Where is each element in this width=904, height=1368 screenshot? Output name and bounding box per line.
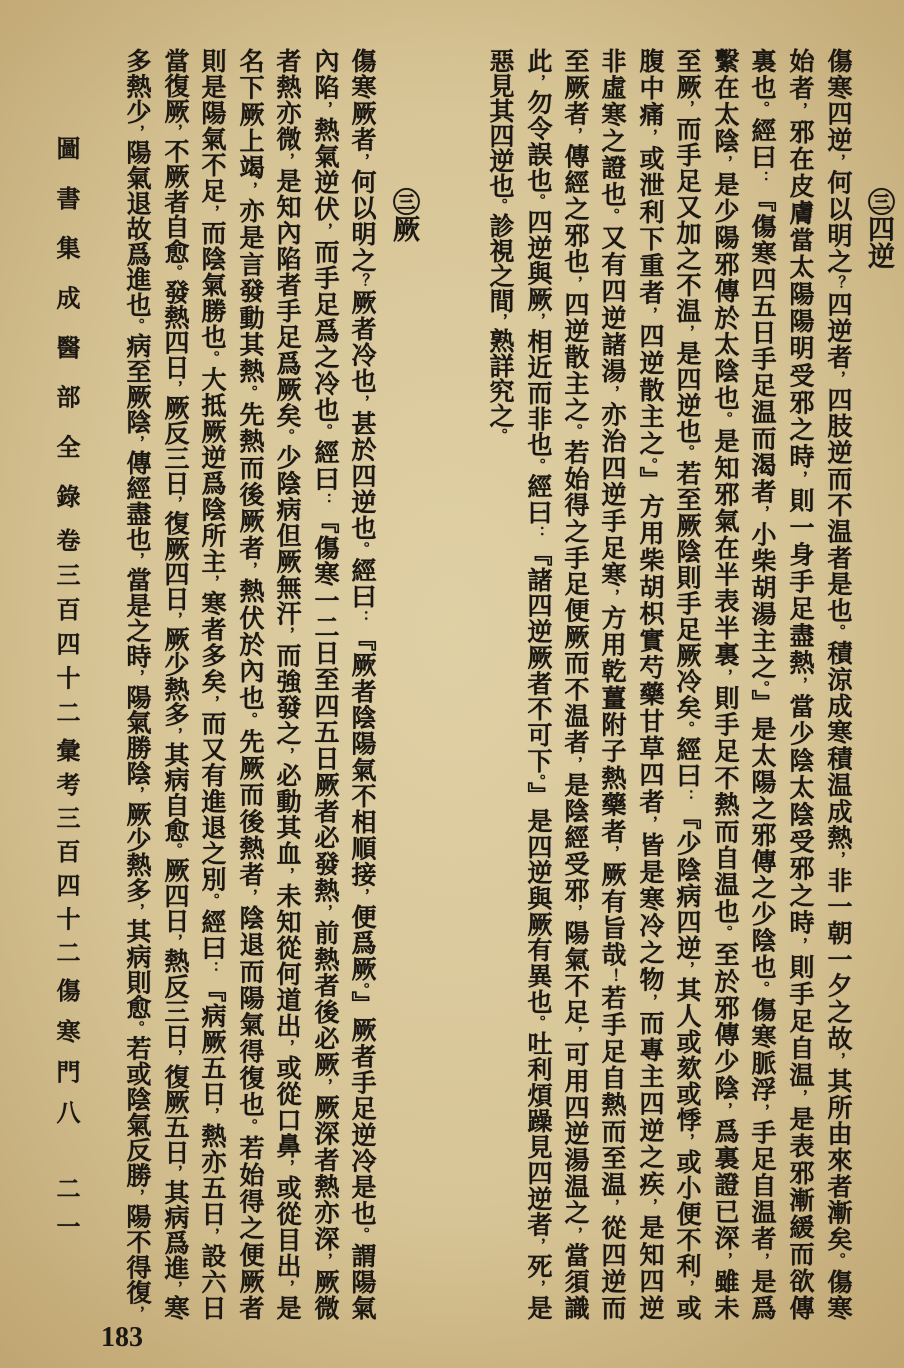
punctuation: ， bbox=[203, 574, 221, 591]
huikao-label: 彙考三百四十二 bbox=[52, 738, 81, 964]
punctuation: ， bbox=[203, 1227, 221, 1244]
punctuation: ， bbox=[529, 312, 547, 329]
punctuation: 。 bbox=[241, 1118, 259, 1136]
punctuation: 。 bbox=[241, 384, 259, 402]
punctuation: 。 bbox=[641, 457, 659, 467]
punctuation: 。 bbox=[128, 317, 146, 333]
punctuation: 。 bbox=[278, 428, 296, 445]
section-heading: ㊂四逆 bbox=[863, 188, 894, 269]
punctuation: 。 bbox=[353, 541, 371, 558]
punctuation: 。 bbox=[678, 444, 696, 461]
punctuation: ： bbox=[353, 609, 371, 627]
punctuation: ， bbox=[678, 1279, 696, 1296]
punctuation: ， bbox=[566, 755, 584, 772]
punctuation: ， bbox=[166, 379, 184, 395]
text-column: 名下厥上竭，亦是言發動其熱。先熱而後厥者，熱伏於內也。先厥而後熱者，陰退而陽氣得復也。若始得之便厥者 bbox=[236, 48, 265, 1320]
punctuation: ， bbox=[128, 903, 146, 919]
punctuation: ， bbox=[203, 204, 221, 221]
punctuation: ， bbox=[641, 1197, 659, 1215]
punctuation: ， bbox=[641, 306, 659, 324]
punctuation: ， bbox=[753, 504, 771, 522]
punctuation: ， bbox=[128, 434, 146, 451]
punctuation: ， bbox=[753, 1252, 771, 1269]
punctuation: ， bbox=[128, 668, 146, 685]
punctuation: ， bbox=[278, 152, 296, 169]
punctuation: ， bbox=[166, 611, 184, 627]
punctuation: ， bbox=[128, 124, 146, 140]
punctuation: ， bbox=[491, 313, 509, 328]
punctuation: ， bbox=[278, 1038, 296, 1055]
punctuation: 。 bbox=[491, 428, 509, 443]
punctuation: 。 bbox=[166, 842, 184, 858]
punctuation: 。 bbox=[529, 193, 547, 210]
punctuation: ， bbox=[716, 154, 734, 172]
punctuation: ， bbox=[829, 153, 847, 170]
punctuation: ， bbox=[166, 1280, 184, 1296]
punctuation: ， bbox=[203, 1106, 221, 1124]
section-heading: ㊂厥 bbox=[388, 188, 419, 242]
punctuation: ： bbox=[529, 525, 547, 542]
punctuation: ， bbox=[128, 1305, 146, 1320]
punctuation: ： bbox=[678, 788, 696, 805]
punctuation: 。 bbox=[166, 264, 184, 280]
punctuation: ， bbox=[166, 933, 184, 949]
punctuation: ， bbox=[829, 850, 847, 868]
running-title: 圖書集成醫部全錄 bbox=[52, 136, 81, 508]
punctuation: ， bbox=[791, 102, 809, 120]
punctuation: 。 bbox=[128, 1020, 146, 1036]
punctuation: 。 bbox=[716, 924, 734, 942]
punctuation: 。 bbox=[241, 711, 259, 729]
text-column: 當復厥，不厥者自愈。發熱四日，厥反三日，復厥四日，厥少熱多，其病自愈。厥四日，熱反三日，復厥五日，其病爲進，寒 bbox=[161, 48, 190, 1320]
punctuation: ， bbox=[678, 324, 696, 341]
punctuation: ： bbox=[316, 492, 334, 509]
punctuation: 。 bbox=[566, 423, 584, 440]
text-column-last: 惡見其四逆也。診視之間，熟詳究之。 bbox=[486, 48, 515, 443]
punctuation: ， bbox=[353, 394, 371, 411]
punctuation: ？ bbox=[353, 273, 371, 290]
punctuation: 。 bbox=[203, 350, 221, 367]
punctuation: ， bbox=[166, 495, 184, 511]
punctuation: ， bbox=[716, 668, 734, 685]
punctuation: ， bbox=[278, 1159, 296, 1176]
punctuation: ， bbox=[791, 470, 809, 488]
text-column: 繫在太陰，是少陽邪傳於太陰也。是知邪氣在半表半裏，則手足不熱而自温也。至於邪傳少陰，爲裏證已深，雖未 bbox=[711, 48, 740, 1320]
text-column: 此，勿令誤也。四逆與厥，相近而非也。經曰：『諸四逆厥者不可下。』是四逆與厥有異也。吐利煩躁見四逆者，死，是 bbox=[524, 48, 553, 1320]
punctuation: ， bbox=[603, 844, 621, 862]
punctuation: ， bbox=[278, 866, 296, 883]
punctuation: 。 bbox=[529, 773, 547, 783]
punctuation: ， bbox=[566, 1226, 584, 1243]
punctuation: ， bbox=[278, 1279, 296, 1296]
punctuation: ， bbox=[241, 888, 259, 905]
volume-label: 卷三百四十二 bbox=[52, 528, 81, 724]
text-column: 則是陽氣不足，而陰氣勝也。大抵厥逆爲陰所主，寒者多矣，而又有進退之別。經曰：『病厥五日，熱亦五日，設六日 bbox=[198, 48, 227, 1320]
punctuation: 。 bbox=[353, 1226, 371, 1243]
punctuation: ， bbox=[529, 1237, 547, 1254]
punctuation: 。 bbox=[678, 720, 696, 737]
punctuation: ， bbox=[753, 1103, 771, 1120]
punctuation: ， bbox=[829, 1051, 847, 1069]
punctuation: ， bbox=[241, 181, 259, 199]
punctuation: ， bbox=[566, 127, 584, 144]
punctuation: 。 bbox=[529, 1014, 547, 1031]
punctuation: ， bbox=[678, 1133, 696, 1150]
text-column: 非虛寒之證也。又有四逆諸湯，亦治四逆手足寒，方用乾薑附子熱藥者，厥有旨哉！若手足自熱而至温，從四逆而 bbox=[598, 48, 627, 1320]
punctuation: ， bbox=[566, 1025, 584, 1042]
punctuation: ， bbox=[716, 1251, 734, 1269]
punctuation: ？ bbox=[829, 275, 847, 292]
punctuation: 。 bbox=[753, 680, 771, 690]
punctuation: 。 bbox=[203, 892, 221, 909]
punctuation: ， bbox=[316, 1078, 334, 1095]
punctuation: ， bbox=[641, 815, 659, 833]
punctuation: ， bbox=[566, 903, 584, 920]
text-column: 始者，邪在皮膚當太陽陽明受邪之時，則一身手足盡熱，當少陰太陰受邪之時，則手足自温，是表邪漸緩而欲傳 bbox=[786, 48, 815, 1320]
punctuation: ， bbox=[353, 887, 371, 904]
punctuation: ， bbox=[791, 676, 809, 694]
punctuation: 。 bbox=[353, 982, 371, 992]
punctuation: ， bbox=[241, 561, 259, 579]
punctuation: 。 bbox=[529, 457, 547, 474]
punctuation: ， bbox=[678, 960, 696, 977]
punctuation: 。 bbox=[491, 198, 509, 213]
category-label: 傷寒門八 bbox=[52, 978, 81, 1124]
punctuation: ： bbox=[203, 960, 221, 977]
punctuation: ， bbox=[128, 1188, 146, 1204]
punctuation: ， bbox=[678, 100, 696, 117]
punctuation: 。 bbox=[316, 423, 334, 440]
punctuation: ， bbox=[316, 100, 334, 118]
punctuation: 。 bbox=[716, 411, 734, 429]
punctuation: ， bbox=[603, 384, 621, 402]
punctuation: ， bbox=[641, 128, 659, 146]
punctuation: ， bbox=[829, 370, 847, 387]
punctuation: 。 bbox=[603, 208, 621, 225]
punctuation: ， bbox=[353, 152, 371, 169]
text-column: 腹中痛，或泄利下重者，四逆散主之。』方用柴胡枳實芍藥甘草四者，皆是寒冷之物，而專主四逆之疾，是知四逆 bbox=[636, 48, 665, 1320]
punctuation: 。 bbox=[829, 1252, 847, 1269]
punctuation: ， bbox=[203, 694, 221, 711]
punctuation: ， bbox=[529, 1279, 547, 1296]
punctuation: ， bbox=[641, 993, 659, 1010]
punctuation: ， bbox=[278, 626, 296, 643]
punctuation: ， bbox=[316, 903, 334, 920]
punctuation: ， bbox=[566, 275, 584, 292]
punctuation: ， bbox=[166, 123, 184, 139]
folio-number: 二一 bbox=[52, 1176, 81, 1238]
punctuation: 。 bbox=[829, 623, 847, 641]
punctuation: ， bbox=[316, 1252, 334, 1269]
text-column: 內陷，熱氣逆伏，而手足爲之冷也。經曰：『傷寒一二日至四五日厥者必發熱，前熱者後必厥，厥深者熱亦深，厥微 bbox=[311, 48, 340, 1320]
punctuation: ！ bbox=[603, 968, 621, 986]
text-column: 多熱少，陽氣退故爲進也。病至厥陰，傳經盡也，當是之時，陽氣勝陰，厥少熱多，其病則愈。若或陰氣反勝，陽不得復， bbox=[123, 48, 152, 1320]
text-column: 傷寒四逆，何以明之？四逆者，四肢逆而不温者是也。積涼成寒積温成熱，非一朝一夕之故，其所由來者漸矣。傷寒 bbox=[824, 48, 853, 1320]
punctuation: ： bbox=[753, 170, 771, 187]
punctuation: ， bbox=[791, 936, 809, 954]
punctuation: ， bbox=[166, 726, 184, 743]
text-column: 至厥者，傳經之邪也，四逆散主之。若始得之手足便厥而不温者，是陰經受邪，陽氣不足，可用四逆湯温之，當須識 bbox=[561, 48, 590, 1320]
punctuation: 。 bbox=[753, 980, 771, 998]
punctuation: ， bbox=[166, 1164, 184, 1180]
punctuation: ， bbox=[529, 73, 547, 90]
text-column: 傷寒厥者，何以明之？厥者冷也，甚於四逆也。經曰：『厥者陰陽氣不相順接，便爲厥。』厥者手足逆冷是也。謂陽氣 bbox=[348, 48, 377, 1320]
punctuation: ， bbox=[316, 222, 334, 239]
punctuation: ， bbox=[278, 746, 296, 763]
punctuation: ， bbox=[791, 1088, 809, 1106]
text-column: 者熱亦微，是知內陷者手足爲厥矣。少陰病但厥無汗，而強發之，必動其血，未知從何道出，或從口鼻，或從目出，是 bbox=[273, 48, 302, 1320]
punctuation: 。 bbox=[753, 100, 771, 118]
punctuation: ， bbox=[603, 588, 621, 605]
text-column: 裏也。經曰：『傷寒四五日手足温而渴者，小柴胡湯主之。』是太陽之邪傳之少陰也。傷寒脈浮，手足自温者，是爲 bbox=[748, 48, 777, 1320]
punctuation: ， bbox=[128, 551, 146, 568]
punctuation: ， bbox=[716, 1101, 734, 1119]
punctuation: ， bbox=[128, 785, 146, 802]
punctuation: ， bbox=[603, 1198, 621, 1216]
punctuation: ， bbox=[166, 1048, 184, 1064]
page-number: 183 bbox=[101, 1322, 143, 1353]
text-column: 至厥，而手足又加之不温，是四逆也。若至厥陰則手足厥冷矣。經曰：『少陰病四逆，其人或欬或悸，或小便不利，或 bbox=[673, 48, 702, 1320]
